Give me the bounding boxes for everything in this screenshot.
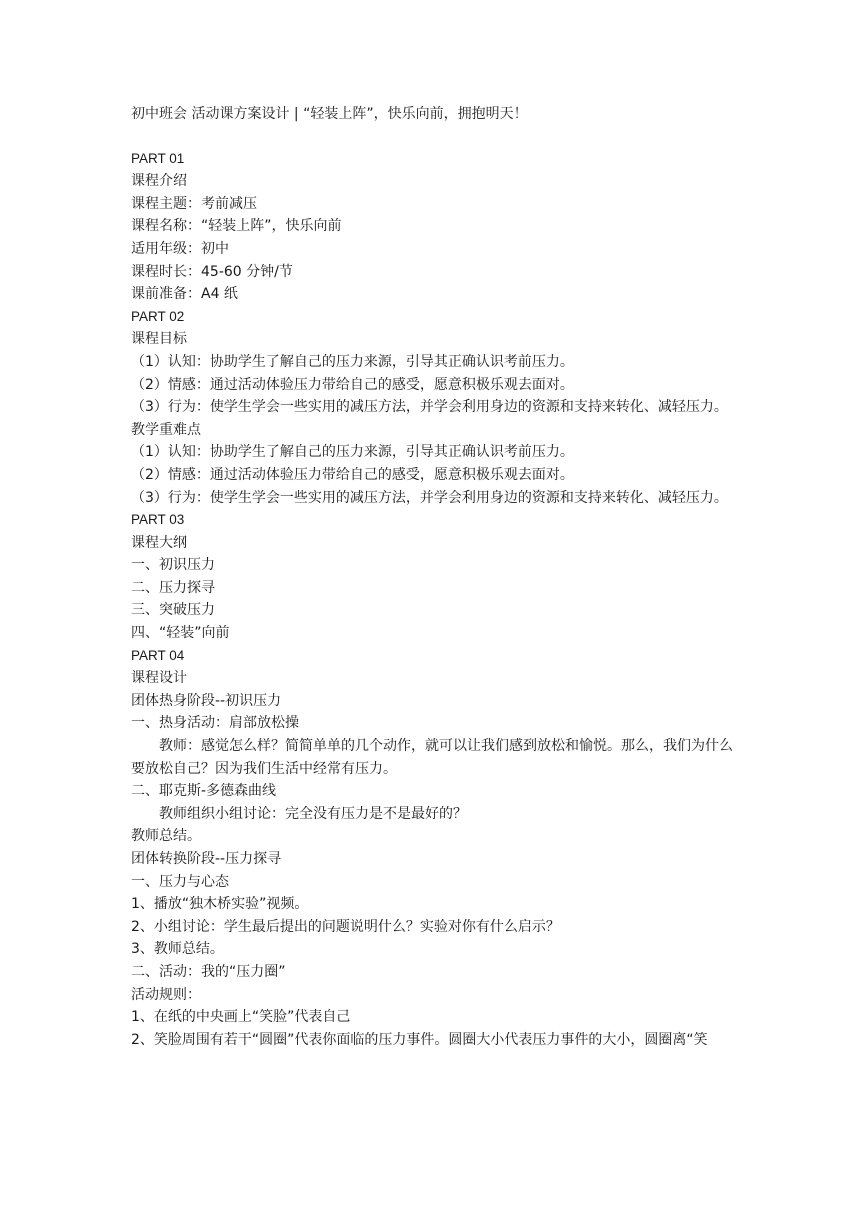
- rule-item: 2、笑脸周围有若干“圆圈”代表你面临的压力事件。圆圈大小代表压力事件的大小，圆圈离“笑: [131, 1031, 708, 1048]
- outline-item: 四、“轻装”向前: [131, 625, 230, 642]
- stage-transition-heading: 团体转换阶段--压力探寻: [131, 851, 282, 867]
- activity-rules-label: 活动规则：: [131, 986, 201, 1003]
- key-points-heading: 教学重难点: [131, 421, 201, 438]
- course-intro-heading: 课程介绍: [131, 173, 187, 190]
- outline-item: 三、突破压力: [131, 602, 215, 619]
- list-item: 3、教师总结。: [131, 941, 224, 958]
- pressure-mindset-heading: 一、压力与心态: [131, 873, 229, 890]
- part-01-label: PART 01: [131, 150, 185, 166]
- course-preparation: 课前准备：A4 纸: [131, 286, 238, 303]
- list-item: 2、小组讨论：学生最后提出的问题说明什么？实验对你有什么启示？: [131, 918, 560, 935]
- rule-item: 1、在纸的中央画上“笑脸”代表自己: [131, 1009, 351, 1026]
- key-point-behavior: （3）行为：使学生学会一些实用的减压方法，并学会利用身边的资源和支持来转化、减轻压力。: [131, 489, 728, 506]
- course-duration: 课程时长：45-60 分钟/节: [131, 263, 293, 280]
- course-goals-heading: 课程目标: [131, 331, 187, 348]
- list-item: 1、播放“独木桥实验”视频。: [131, 896, 309, 913]
- goal-behavior: （3）行为：使学生学会一些实用的减压方法，并学会利用身边的资源和支持来转化、减轻压力。: [131, 399, 728, 416]
- course-outline-heading: 课程大纲: [131, 534, 187, 551]
- yerkes-dodson-text: 教师组织小组讨论：完全没有压力是不是最好的？: [159, 805, 467, 822]
- part-02-label: PART 02: [131, 308, 185, 324]
- document-page: [131, 103, 733, 1051]
- key-point-emotion: （2）情感：通过活动体验压力带给自己的感受，愿意积极乐观去面对。: [131, 466, 574, 483]
- pressure-circle-heading: 二、活动：我的“压力圈”: [131, 963, 286, 980]
- document-title: 初中班会 活动课方案设计 | “轻装上阵”，快乐向前，拥抱明天！: [131, 106, 528, 122]
- part-03-label: PART 03: [131, 512, 185, 528]
- part-04-label: PART 04: [131, 647, 185, 663]
- course-grade: 适用年级：初中: [131, 240, 229, 257]
- course-name: 课程名称：“轻装上阵”，快乐向前: [131, 218, 342, 235]
- warmup-activity-heading: 一、热身活动：肩部放松操: [131, 715, 299, 732]
- outline-item: 一、初识压力: [131, 557, 215, 574]
- course-theme: 课程主题：考前减压: [131, 195, 257, 212]
- goal-emotion: （2）情感：通过活动体验压力带给自己的感受，愿意积极乐观去面对。: [131, 376, 574, 393]
- key-point-cognition: （1）认知：协助学生了解自己的压力来源，引导其正确认识考前压力。: [131, 444, 574, 461]
- teacher-summary: 教师总结。: [131, 828, 201, 845]
- stage-warmup-heading: 团体热身阶段--初识压力: [131, 692, 282, 709]
- goal-cognition: （1）认知：协助学生了解自己的压力来源，引导其正确认识考前压力。: [131, 353, 574, 370]
- course-design-heading: 课程设计: [131, 670, 187, 687]
- yerkes-dodson-heading: 二、耶克斯-多德森曲线: [131, 783, 277, 800]
- outline-item: 二、压力探寻: [131, 579, 215, 596]
- warmup-activity-text: 教师：感觉怎么样？简简单单的几个动作，就可以让我们感到放松和愉悦。那么，我们为什么要放松自己？因为我们生活中经常有压力。: [131, 738, 733, 777]
